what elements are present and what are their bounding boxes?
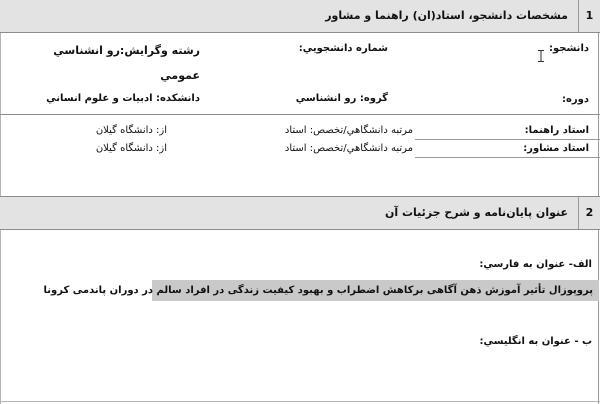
field-value: عمومي [160, 69, 200, 82]
persian-title-label: الف- عنوان به فارسي: [479, 259, 592, 270]
supervisor-underline [415, 139, 600, 140]
section-2-title: عنوان پایان‌نامه و شرح جزئیات آن [384, 206, 568, 219]
bottom-divider [0, 401, 600, 402]
supervisor-rank: مرتبه دانشگاهي/تخصص: استاد [284, 125, 413, 136]
divider [0, 114, 600, 115]
group-label: گروه: رو انشناسي [295, 93, 388, 104]
supervisor-university: از: دانشگاه گيلان [95, 125, 167, 136]
text-cursor-icon [537, 50, 545, 62]
student-label: دانشجو: [549, 43, 589, 54]
section-2-number: 2 [578, 197, 600, 229]
advisor-underline [415, 157, 600, 158]
term-label: دوره: [561, 94, 589, 105]
section-1-number: 1 [578, 0, 600, 32]
supervisor-label: استاد راهنما: [524, 125, 589, 136]
field-label: رشته وگرايش:رو انشناسي [53, 44, 200, 57]
persian-title: پروپوزال تأثیر آموزش ذهن آگاهی برکاهش اضطراب و بهبود کیفیت زندگی در افراد سالم در دوران پاندمی کرونا [43, 285, 593, 296]
advisor-university: از: دانشگاه گيلان [95, 143, 167, 154]
section-1-header [0, 0, 600, 33]
faculty-label: دانشكده: ادبيات و علوم انساني [46, 93, 200, 104]
advisor-rank: مرتبه دانشگاهي/تخصص: استاد [284, 143, 413, 154]
section-2-header [0, 196, 600, 230]
english-title-label: ب - عنوان به انگليسي: [479, 336, 592, 347]
student-number-label: شماره دانشجويي: [298, 43, 388, 54]
section-1-title: مشخصات دانشجو، استاد(ان) راهنما و مشاور [325, 9, 568, 22]
advisor-label: استاد مشاور: [523, 143, 589, 154]
persian-title-box [43, 280, 599, 301]
